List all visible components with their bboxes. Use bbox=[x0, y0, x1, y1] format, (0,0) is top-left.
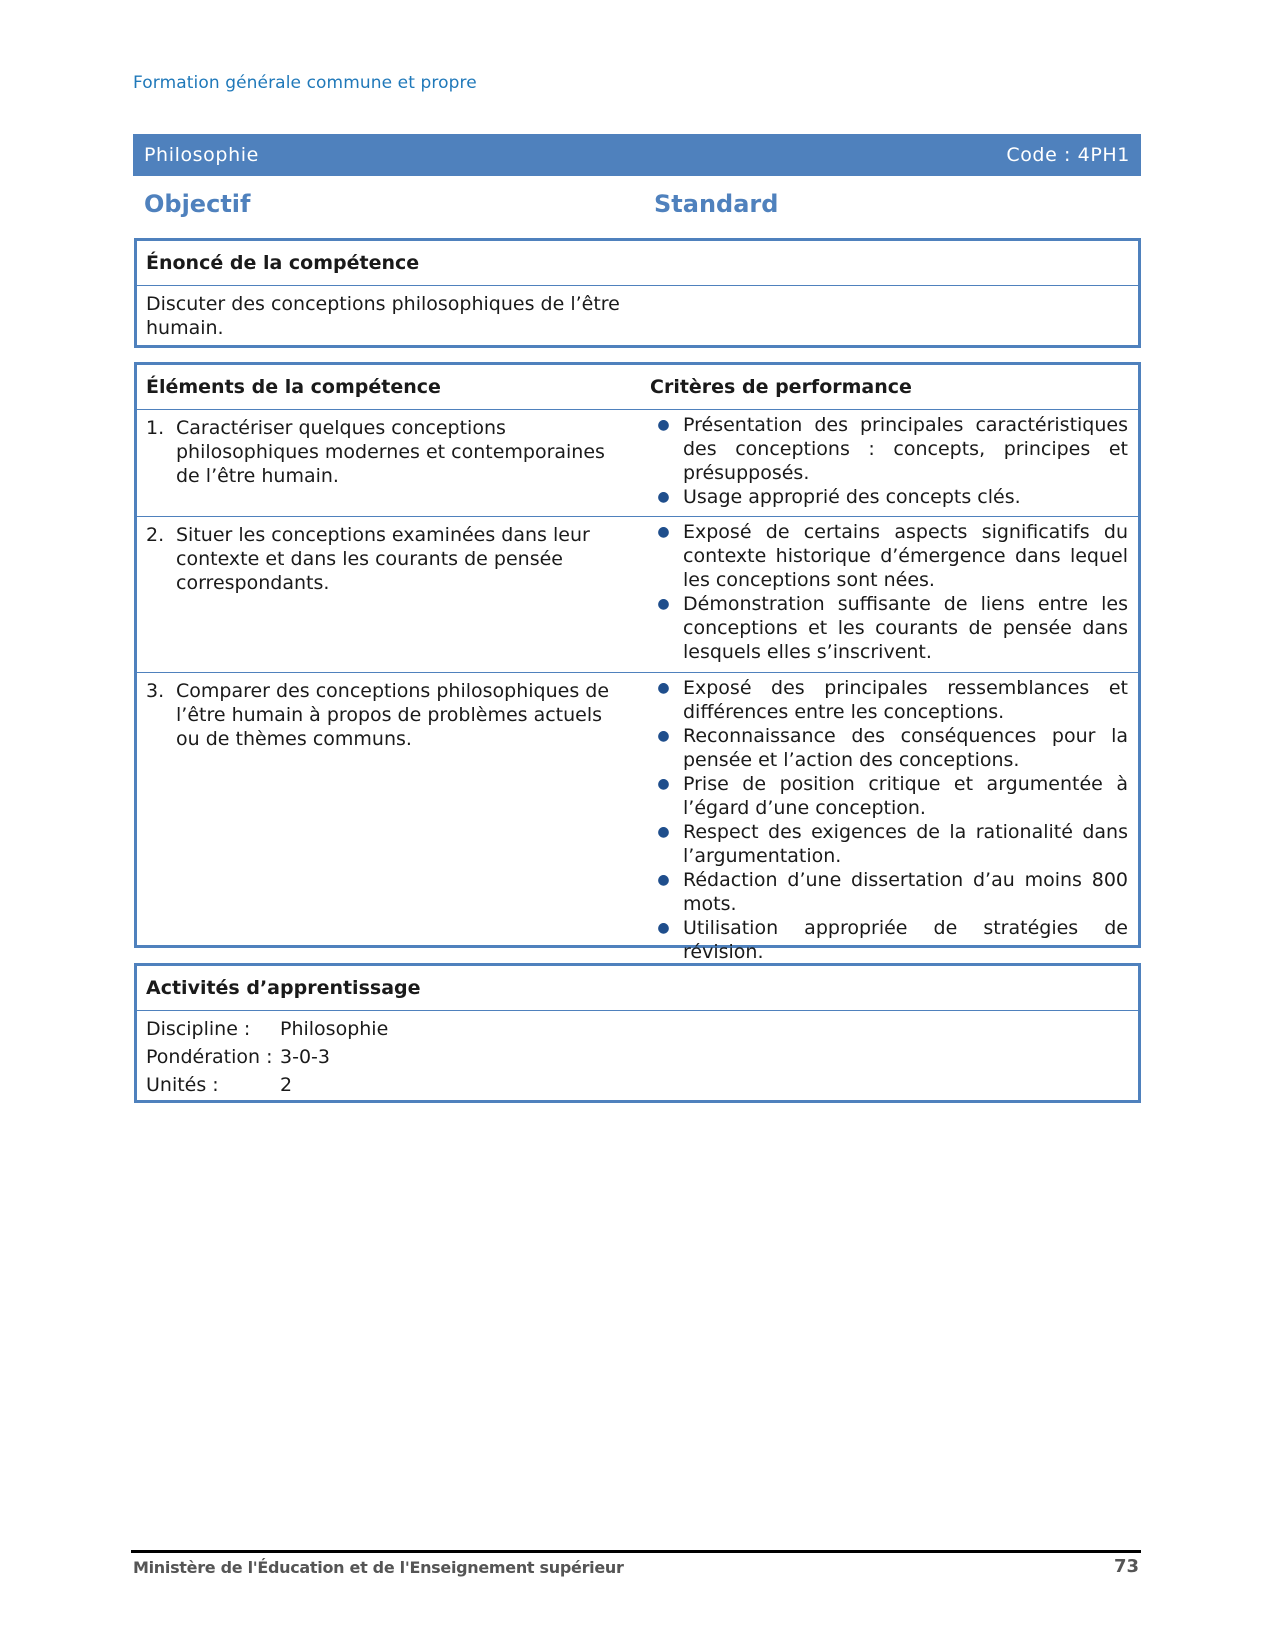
element-number: 1. bbox=[146, 417, 165, 439]
criterion-item bbox=[640, 413, 1128, 485]
criterion-text: Exposé des principales ressemblances et différences entre les conceptions. bbox=[683, 677, 1128, 723]
criterion-text: Exposé de certains aspects significatifs du contexte historique d’émergence dans lequel les conceptions sont nées. bbox=[683, 521, 1128, 591]
bullet-icon: ● bbox=[657, 680, 670, 696]
enonce-text: Discuter des conceptions philosophiques de l’être humain. bbox=[146, 293, 620, 339]
element-text: Situer les conceptions examinées dans leur contexte et dans les courants de pensée correspondants. bbox=[176, 524, 590, 594]
bullet-icon: ● bbox=[657, 596, 670, 612]
criteria-cell bbox=[640, 673, 1138, 963]
activite-label: Pondération : bbox=[146, 1046, 273, 1068]
footer-publisher: Ministère de l'Éducation et de l'Enseignement supérieur bbox=[133, 1558, 624, 1577]
criterion-item bbox=[640, 676, 1128, 724]
enonce-title: Énoncé de la compétence bbox=[137, 241, 1138, 286]
table-row bbox=[137, 517, 1138, 673]
activites-body bbox=[137, 1011, 1138, 1103]
footer-divider bbox=[131, 1550, 1141, 1553]
activite-row-ponderation bbox=[146, 1043, 1129, 1071]
criterion-text: Utilisation appropriée de stratégies de révision. bbox=[683, 917, 1128, 963]
course-code: Code : 4PH1 bbox=[1006, 144, 1130, 166]
activite-value: Philosophie bbox=[280, 1018, 389, 1040]
criterion-item bbox=[640, 820, 1128, 868]
criterion-text: Usage approprié des concepts clés. bbox=[683, 486, 1021, 508]
bullet-icon: ● bbox=[657, 776, 670, 792]
criterion-text: Démonstration suffisante de liens entre les conceptions et les courants de pensée dans lesquels elles s’inscrivent. bbox=[683, 593, 1128, 663]
criterion-item bbox=[640, 772, 1128, 820]
element-cell bbox=[137, 410, 640, 516]
criterion-item bbox=[640, 916, 1128, 964]
element-number: 2. bbox=[146, 524, 165, 546]
criteria-cell bbox=[640, 517, 1138, 672]
element-text: Caractériser quelques conceptions philosophiques modernes et contemporaines de l’être humain. bbox=[176, 417, 605, 487]
criterion-item bbox=[640, 592, 1128, 664]
bullet-icon: ● bbox=[657, 524, 670, 540]
element-number: 3. bbox=[146, 680, 165, 702]
activite-label: Unités : bbox=[146, 1074, 219, 1096]
activite-row-discipline bbox=[146, 1015, 1129, 1043]
criterion-text: Respect des exigences de la rationalité dans l’argumentation. bbox=[683, 821, 1128, 867]
elements-table-header bbox=[137, 365, 1138, 410]
bullet-icon: ● bbox=[657, 489, 670, 505]
element-cell bbox=[137, 673, 640, 945]
bullet-icon: ● bbox=[657, 728, 670, 744]
page-number: 73 bbox=[1113, 1556, 1139, 1577]
enonce-box bbox=[134, 238, 1141, 348]
table-row bbox=[137, 410, 1138, 517]
header-elements: Éléments de la compétence bbox=[146, 376, 441, 398]
activites-title: Activités d’apprentissage bbox=[137, 966, 1138, 1011]
activite-value: 2 bbox=[280, 1074, 293, 1096]
table-row bbox=[137, 673, 1138, 963]
header-criteres: Critères de performance bbox=[650, 376, 912, 398]
criterion-text: Reconnaissance des conséquences pour la pensée et l’action des conceptions. bbox=[683, 725, 1128, 771]
criterion-text: Prise de position critique et argumentée à l’égard d’une conception. bbox=[683, 773, 1128, 819]
bullet-icon: ● bbox=[657, 920, 670, 936]
criterion-item bbox=[640, 868, 1128, 916]
criterion-item bbox=[640, 724, 1128, 772]
activite-label: Discipline : bbox=[146, 1018, 251, 1040]
course-banner bbox=[133, 134, 1141, 176]
criterion-item bbox=[640, 520, 1128, 592]
criterion-text: Présentation des principales caractéristiques des conceptions : concepts, principes et présupposés. bbox=[683, 414, 1128, 484]
activite-value: 3-0-3 bbox=[280, 1046, 330, 1068]
standard-heading: Standard bbox=[654, 190, 779, 218]
element-text: Comparer des conceptions philosophiques de l’être humain à propos de problèmes actuels ou de thèmes communs. bbox=[176, 680, 610, 750]
criteria-cell bbox=[640, 410, 1138, 516]
activite-row-unites bbox=[146, 1071, 1129, 1099]
elements-table bbox=[134, 362, 1141, 963]
running-head: Formation générale commune et propre bbox=[133, 73, 477, 93]
criterion-item bbox=[640, 485, 1128, 509]
objectif-heading: Objectif bbox=[144, 190, 251, 218]
course-title: Philosophie bbox=[144, 144, 259, 166]
element-cell bbox=[137, 517, 640, 672]
activites-box bbox=[134, 963, 1141, 1103]
bullet-icon: ● bbox=[657, 824, 670, 840]
bullet-icon: ● bbox=[657, 417, 670, 433]
bullet-icon: ● bbox=[657, 872, 670, 888]
criterion-text: Rédaction d’une dissertation d’au moins 800 mots. bbox=[683, 869, 1128, 915]
